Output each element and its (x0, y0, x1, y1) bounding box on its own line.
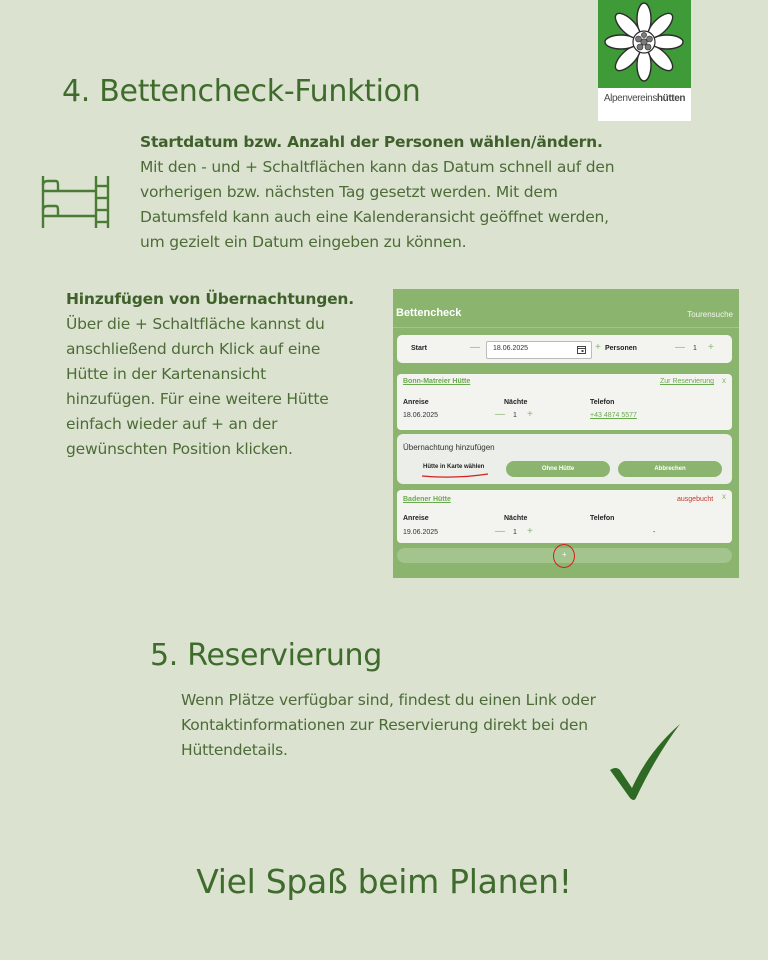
logo-text: Alpenvereinshütten (603, 93, 686, 104)
add-overnight-line: Hütte in der Kartenansicht (66, 365, 266, 383)
hut-2-phone: - (653, 529, 656, 536)
hut-card-2 (397, 490, 732, 543)
col-phone: Telefon (590, 399, 615, 406)
hut-card-1 (397, 374, 732, 430)
date-plus-button[interactable]: + (595, 342, 601, 353)
nights-minus-button[interactable]: — (495, 526, 505, 537)
nights-plus-button[interactable]: + (527, 409, 533, 420)
add-overnight-heading: Hinzufügen von Übernachtungen. (66, 290, 354, 308)
nights-minus-button[interactable]: — (495, 409, 505, 420)
hut-2-name[interactable]: Badener Hütte (403, 496, 451, 503)
nights-plus-button[interactable]: + (527, 526, 533, 537)
bunk-bed-icon (40, 174, 112, 230)
col-arrival: Anreise (403, 399, 429, 406)
col-phone: Telefon (590, 515, 615, 522)
start-date-input[interactable] (486, 341, 592, 359)
reservation-link[interactable]: Zur Reservierung (660, 378, 715, 385)
reservation-line: Kontaktinformationen zur Reservierung direkt bei den (181, 716, 588, 734)
hut-1-name[interactable]: Bonn-Matreier Hütte (403, 378, 471, 385)
start-bar (397, 335, 732, 363)
add-overnight-plus-button[interactable]: + (562, 550, 567, 559)
header-divider (393, 327, 739, 328)
persons-value: 1 (693, 345, 697, 352)
add-overnight-description (66, 287, 366, 462)
bettencheck-title: Bettencheck (396, 307, 462, 319)
add-overnight-line: hinzufügen. Für eine weitere Hütte (66, 390, 329, 408)
add-overnight-line: einfach wieder auf + an der (66, 415, 278, 433)
checkmark-icon (606, 722, 684, 802)
start-date-line: vorherigen bzw. nächsten Tag gesetzt werden. Mit dem (140, 183, 558, 201)
hut-1-nights: 1 (513, 412, 517, 419)
hut-1-arrival: 18.06.2025 (403, 412, 439, 419)
col-nights: Nächte (504, 515, 528, 522)
close-hut-2-button[interactable]: x (722, 492, 726, 501)
start-date-line: Mit den - und + Schaltflächen kann das Datum schnell auf den (140, 158, 615, 176)
add-overnight-card (397, 434, 732, 484)
col-nights: Nächte (504, 399, 528, 406)
alpenvereinshuetten-logo (598, 0, 691, 121)
reservation-line: Hüttendetails. (181, 741, 288, 759)
close-hut-1-button[interactable]: x (722, 376, 726, 385)
persons-minus-button[interactable]: — (675, 342, 685, 353)
start-date-line: um gezielt ein Datum eingeben zu können. (140, 233, 467, 251)
add-overnight-line: anschließend durch Klick auf eine (66, 340, 321, 358)
closing-message: Viel Spaß beim Planen! (196, 862, 572, 901)
start-date-value: 18.06.2025 (493, 345, 529, 352)
cancel-button[interactable]: Abbrechen (618, 461, 722, 477)
section-4-title: 4. Bettencheck-Funktion (62, 74, 421, 109)
add-overnight-title: Übernachtung hinzufügen (403, 443, 495, 452)
add-overnight-line: gewünschten Position klicken. (66, 440, 293, 458)
section-5-title: 5. Reservierung (150, 638, 382, 673)
persons-label: Personen (605, 345, 637, 352)
hut-2-nights: 1 (513, 529, 517, 536)
start-date-line: Datumsfeld kann auch eine Kalenderansicht geöffnet werden, (140, 208, 609, 226)
date-minus-button[interactable]: — (470, 342, 480, 353)
edelweiss-logo-icon (598, 0, 691, 88)
start-label: Start (411, 345, 427, 352)
hut-1-phone[interactable]: +43 4874 5577 (590, 412, 637, 419)
tab-tourensuche[interactable]: Tourensuche (687, 310, 733, 319)
start-date-heading: Startdatum bzw. Anzahl der Personen wählen/ändern. (140, 133, 603, 151)
without-hut-button[interactable]: Ohne Hütte (506, 461, 610, 477)
calendar-icon[interactable] (577, 345, 586, 354)
pick-hut-on-map-button[interactable]: Hütte in Karte wählen (423, 464, 485, 470)
red-underline-annotation (420, 472, 490, 480)
col-arrival: Anreise (403, 515, 429, 522)
start-date-description (140, 130, 660, 255)
logo-green-field (598, 0, 691, 88)
reservation-description (181, 688, 641, 763)
add-overnight-line: Über die + Schaltfläche kannst du (66, 315, 325, 333)
hut-2-status: ausgebucht (677, 496, 714, 503)
red-circle-annotation (553, 544, 575, 568)
bettencheck-screenshot (393, 289, 739, 578)
reservation-line: Wenn Plätze verfügbar sind, findest du einen Link oder (181, 691, 596, 709)
persons-plus-button[interactable]: + (708, 342, 714, 353)
hut-2-arrival: 19.06.2025 (403, 529, 439, 536)
